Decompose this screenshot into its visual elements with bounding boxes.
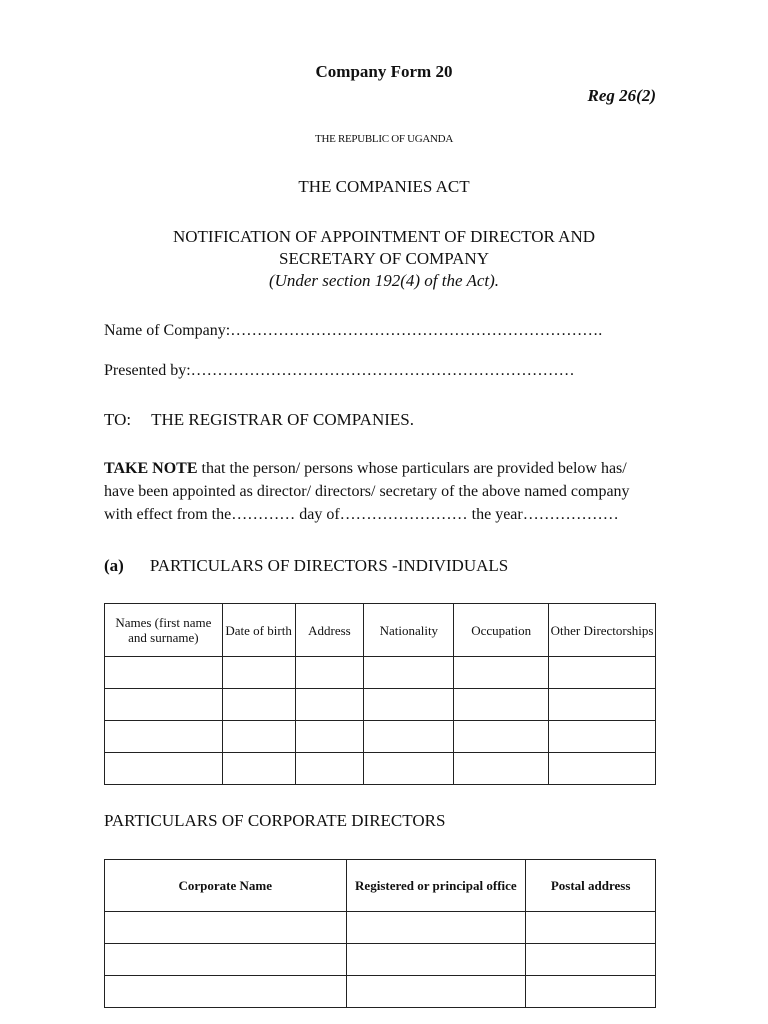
table-cell[interactable] [295,689,364,721]
to-line [104,410,414,430]
table-cell[interactable] [105,753,223,785]
table-cell[interactable] [526,912,656,944]
notification-heading [100,226,668,292]
table-cell[interactable] [105,721,223,753]
name-of-company-field[interactable]: Name of Company:……………………………………………………………. [104,322,603,339]
table-cell[interactable] [105,912,347,944]
table-cell[interactable] [222,689,295,721]
take-note-line-2: have been appointed as director/ directors/ secretary of the above named company [104,483,630,500]
table-row [105,912,656,944]
individual-directors-table [104,603,656,785]
column-header: Registered or principal office [346,860,526,912]
table-cell[interactable] [526,944,656,976]
table-cell[interactable] [549,689,656,721]
table-cell[interactable] [222,657,295,689]
table-cell[interactable] [222,721,295,753]
table-row [105,753,656,785]
corporate-directors-heading: PARTICULARS OF CORPORATE DIRECTORS [104,811,446,830]
table-row [105,657,656,689]
table-cell[interactable] [549,753,656,785]
table-header-row [105,860,656,912]
to-label: TO: [104,410,132,429]
republic-heading: THE REPUBLIC OF UGANDA [315,133,453,145]
table-row [105,689,656,721]
section-a-title: PARTICULARS OF DIRECTORS -INDIVIDUALS [149,556,509,575]
take-note-line-1: that the person/ persons whose particulars are provided below has/ [197,460,627,477]
column-header: Occupation [454,604,549,657]
column-header: Other Directorships [549,604,656,657]
form-title: Company Form 20 [315,62,453,81]
take-note-line-3: with effect from the………… day of…………………… the year……………… [104,506,619,523]
table-cell[interactable] [105,657,223,689]
notification-line-1: NOTIFICATION OF APPOINTMENT OF DIRECTOR AND [172,227,596,246]
table-cell[interactable] [549,657,656,689]
table-cell[interactable] [346,944,526,976]
table-cell[interactable] [346,976,526,1008]
to-recipient: THE REGISTRAR OF COMPANIES. [151,410,414,429]
table-cell[interactable] [364,721,454,753]
act-heading: THE COMPANIES ACT [298,177,470,196]
table-cell[interactable] [454,753,549,785]
table-cell[interactable] [454,657,549,689]
column-header: Nationality [364,604,454,657]
table-header-row [105,604,656,657]
notification-subtitle: (Under section 192(4) of the Act). [268,271,500,290]
column-header: Address [295,604,364,657]
table-cell[interactable] [526,976,656,1008]
column-header: Corporate Name [105,860,347,912]
table-row [105,944,656,976]
table-cell[interactable] [364,689,454,721]
table-cell[interactable] [295,721,364,753]
table-cell[interactable] [454,689,549,721]
table-cell[interactable] [295,657,364,689]
table-cell[interactable] [105,976,347,1008]
table-cell[interactable] [105,944,347,976]
column-header: Names (first name and surname) [105,604,223,657]
column-header: Date of birth [222,604,295,657]
section-a-label: (a) [104,556,124,575]
table-row [105,721,656,753]
take-note-bold: TAKE NOTE [104,460,198,477]
table-cell[interactable] [364,657,454,689]
notification-line-2: SECRETARY OF COMPANY [279,249,489,268]
table-cell[interactable] [364,753,454,785]
presented-by-field[interactable]: Presented by:……………………………………………………………… [104,362,575,379]
corporate-directors-table [104,859,656,1008]
table-cell[interactable] [295,753,364,785]
table-cell[interactable] [549,721,656,753]
take-note-paragraph [104,457,660,526]
table-cell[interactable] [454,721,549,753]
table-row [105,976,656,1008]
section-a-heading [104,556,508,576]
table-cell[interactable] [222,753,295,785]
regulation-reference: Reg 26(2) [587,86,656,105]
table-cell[interactable] [346,912,526,944]
column-header: Postal address [526,860,656,912]
table-cell[interactable] [105,689,223,721]
